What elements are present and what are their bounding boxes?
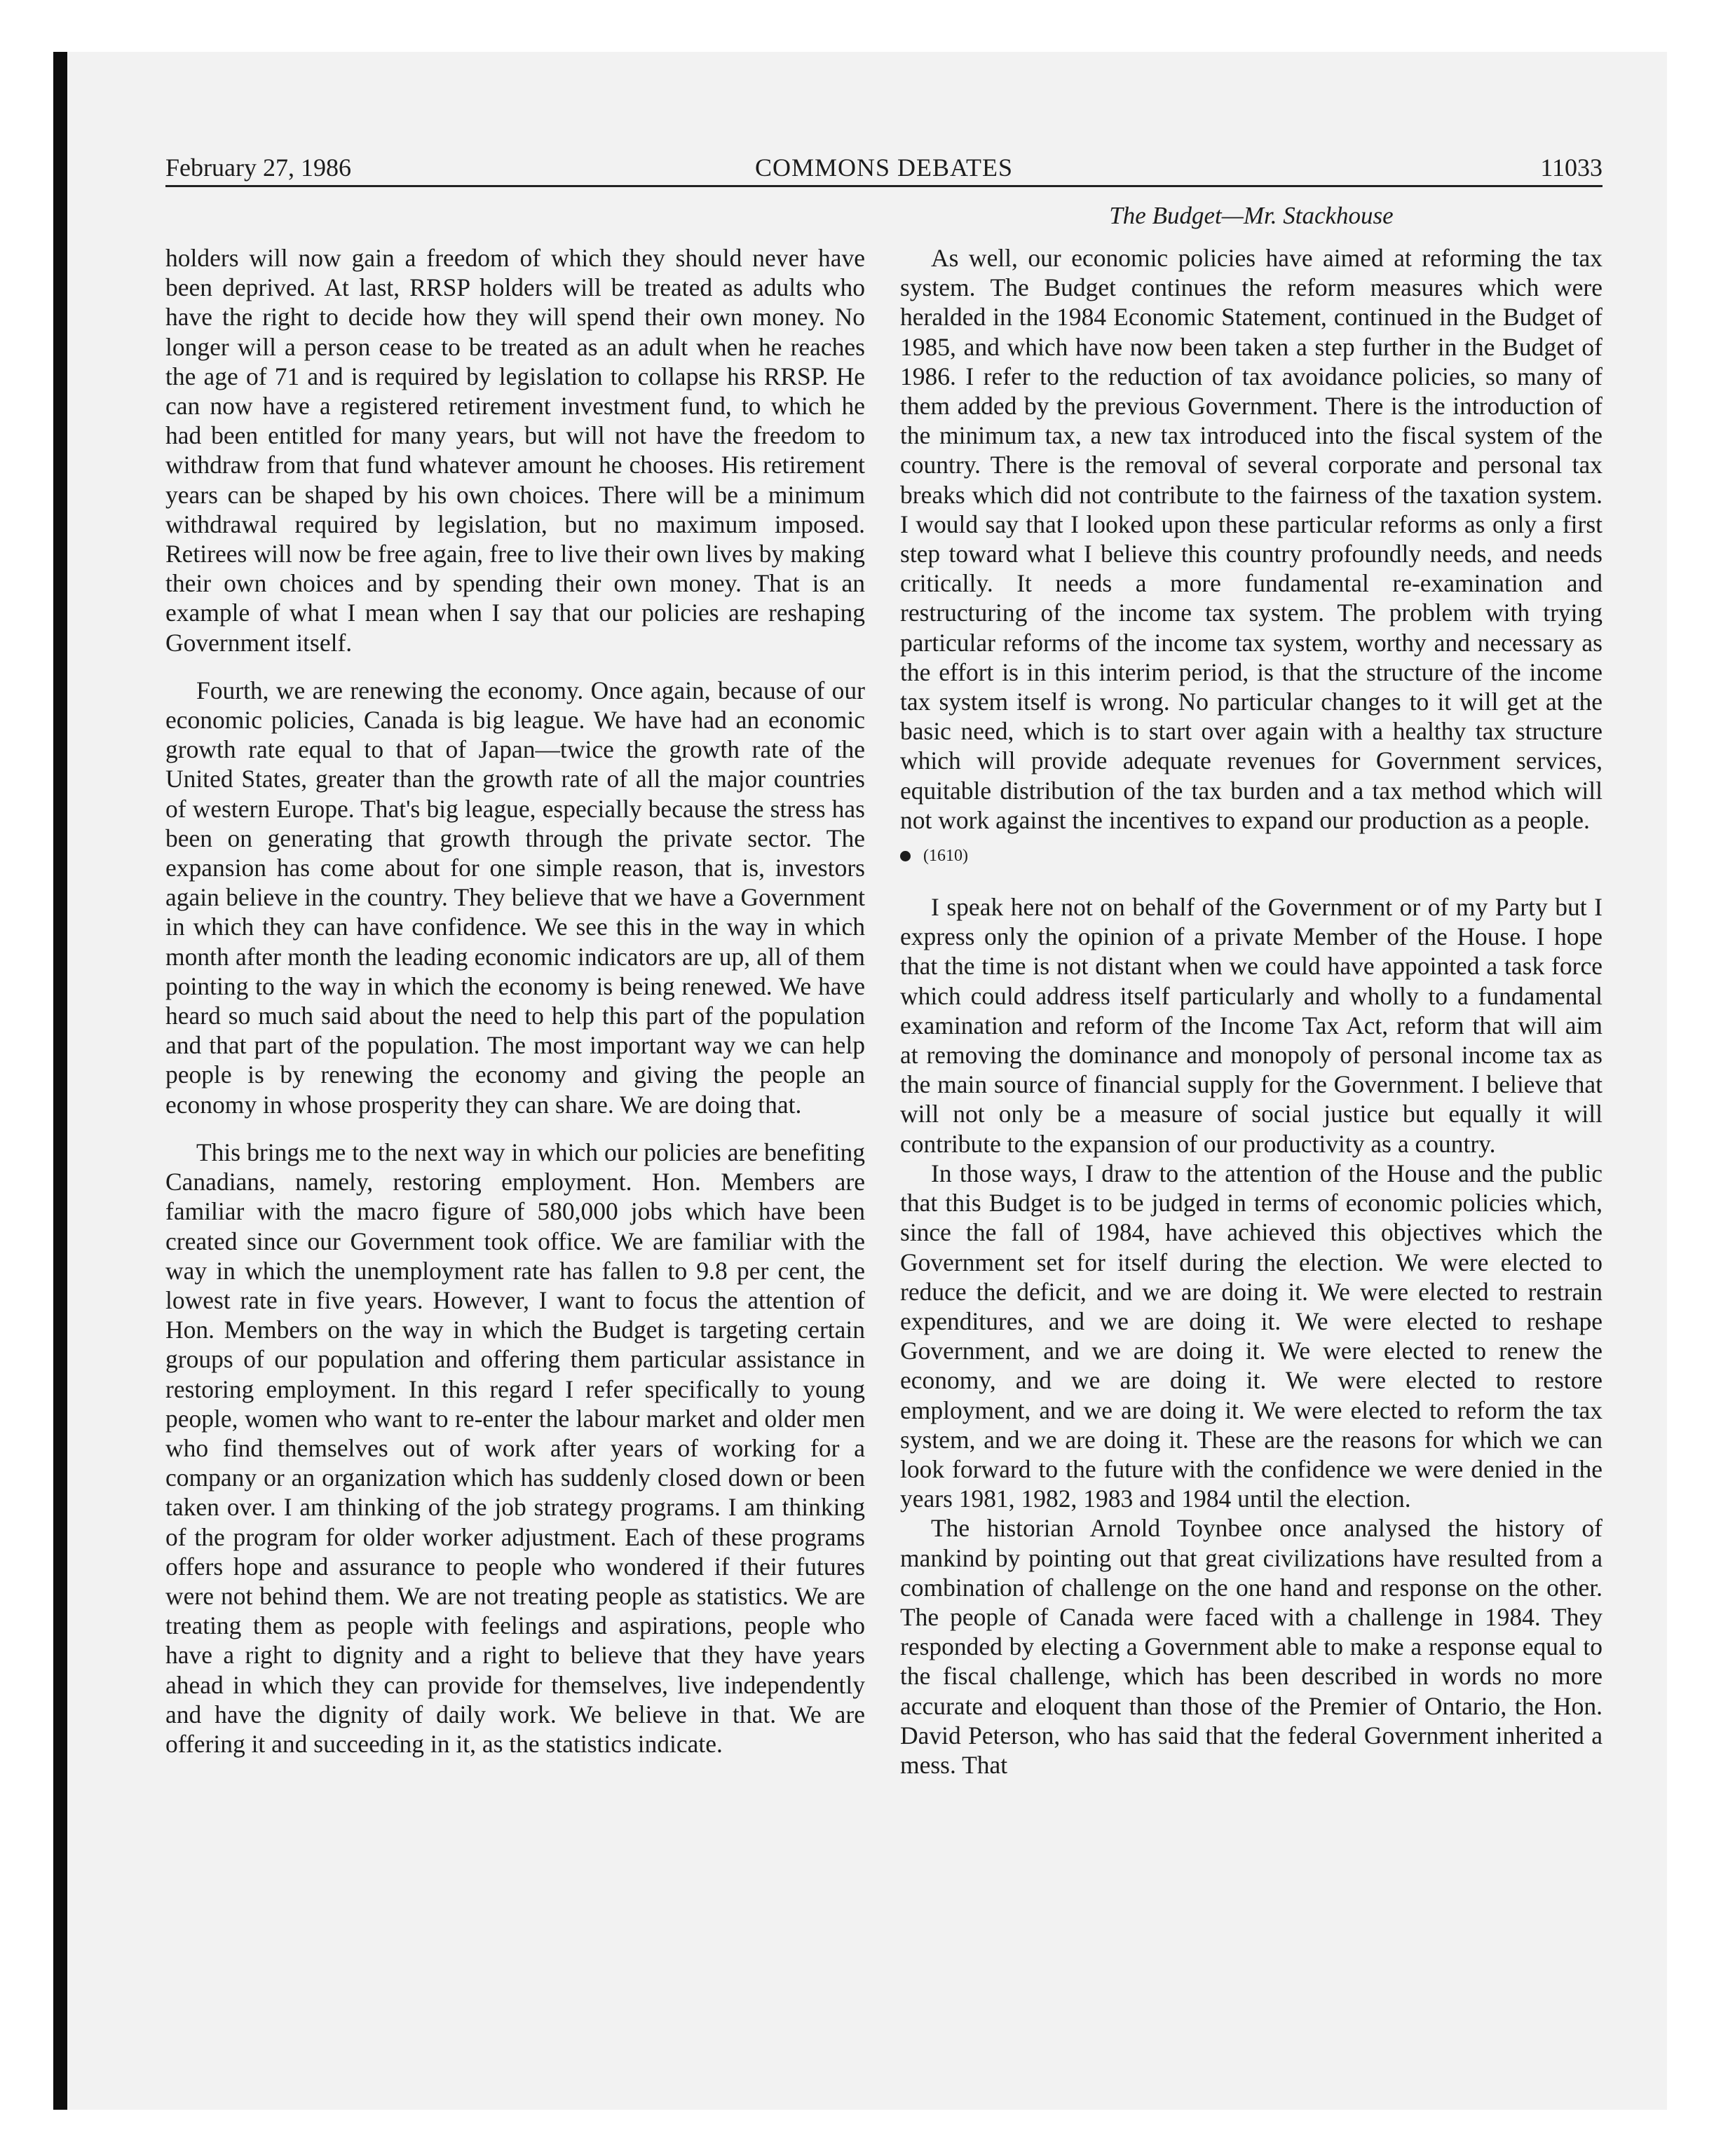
- running-head: [165, 150, 1603, 185]
- left-column: [165, 243, 865, 1759]
- time-marker: [900, 842, 1603, 870]
- paragraph: As well, our economic policies have aimed at reforming the tax system. The Budget continues the reform measures which were heralded in the 1984 Economic Statement, continued in the Budget of 1985, and which have now been taken a step further in the Budget of 1986. I refer to the reduction of tax avoidance policies, so many of them added by the previous Government. There is the introduction of the minimum tax, a new tax introduced into the fiscal system of the country. There is the removal of several corporate and personal tax breaks which did not contribute to the fairness of the taxation system. I would say that I looked upon these particular reforms as only a first step toward what I believe this country profoundly needs, and needs critically. It needs a more fundamental re-examination and restructuring of the income tax system. The problem with trying particular reforms of the income tax system, worthy and necessary as the effort is in this interim period, is that the structure of the income tax system itself is wrong. No particular changes to it will get at the basic need, which is to start over again with a healthy tax structure which will provide adequate revenues for Government services, equitable distribution of the tax burden and a tax method which will not work against the incentives to expand our production as a people.: [900, 244, 1603, 834]
- header-rule: [165, 185, 1603, 187]
- header-publication: COMMONS DEBATES: [754, 153, 1014, 182]
- paragraph: The historian Arnold Toynbee once analysed the history of mankind by pointing out that great civilizations have resulted from a combination of challenge on the one hand and response on the other. The people of Canada were faced with a challenge in 1984. They responded by electing a Government able to make a response equal to the fiscal challenge, which has been described in words no more accurate and eloquent than those of the Premier of Ontario, the Hon. David Peterson, who has said that the federal Government inherited a mess. That: [900, 1514, 1603, 1779]
- section-heading: The Budget—Mr. Stackhouse: [1109, 202, 1394, 229]
- header-date: February 27, 1986: [165, 153, 351, 182]
- paragraph: In those ways, I draw to the attention of the House and the public that this Budget is to be judged in terms of economic policies which, since the fall of 1984, have achieved this objectives which the Government set for itself during the election. We were elected to reduce the deficit, and we are doing it. We were elected to restrain expenditures, and we are doing it. We were elected to reshape Government, and we are doing it. We were elected to renew the economy, and we are doing it. We were elected to restore employment, and we are doing it. We were elected to reform the tax system, and we are doing it. These are the reasons for which we can look forward to the future with the confidence we were denied in the years 1981, 1982, 1983 and 1984 until the election.: [900, 1159, 1603, 1513]
- time-marker-label: (1610): [923, 847, 968, 866]
- paragraph: holders will now gain a freedom of which they should never have been deprived. At last, RRSP holders will be treated as adults who have the right to decide how they will spend their own money. No longer will a person cease to be treated as an adult when he reaches the age of 71 and is required by legislation to collapse his RRSP. He can now have a registered retirement investment fund, to which he had been entitled for many years, but will not have the freedom to withdraw from that fund whatever amount he chooses. His retirement years can be shaped by his own choices. There will be a minimum withdrawal required by legislation, but no maximum imposed. Retirees will now be free again, free to live their own lives by making their own choices and by spending their own money. That is an example of what I mean when I say that our policies are reshaping Government itself.: [165, 244, 865, 657]
- header-page-number: 11033: [1540, 153, 1603, 182]
- paragraph: Fourth, we are renewing the economy. Once again, because of our economic policies, Canada is big league. We have had an economic growth rate equal to that of Japan—twice the growth rate of the United States, greater than the growth rate of all the major countries of western Europe. That's big league, especially because the stress has been on generating that growth through the private sector. The expansion has come about for one simple reason, that is, investors again believe in the country. They believe that we have a Government in which they can have confidence. We see this in the way in which month after month the leading economic indicators are up, all of them pointing to the way in which the economy is being renewed. We have heard so much said about the need to help this part of the population and that part of the population. The most important way we can help people is by renewing the economy and giving the people an economy in whose prosperity they can share. We are doing that.: [165, 676, 865, 1119]
- paragraph: This brings me to the next way in which our policies are benefiting Canadians, namely, restoring employment. Hon. Members are familiar with the macro figure of 580,000 jobs which have been created since our Government took office. We are familiar with the way in which the unemployment rate has fallen to 9.8 per cent, the lowest rate in five years. However, I want to focus the attention of Hon. Members on the way in which the Budget is targeting certain groups of our population and offering them particular assistance in restoring employment. In this regard I refer specifically to young people, women who want to re-enter the labour market and older men who find themselves out of work after years of working for a company or an organization which has suddenly closed down or been taken over. I am thinking of the job strategy programs. I am thinking of the program for older worker adjustment. Each of these programs offers hope and assurance to people who wondered if their futures were not behind them. We are not treating people as statistics. We are treating them as people with feelings and aspirations, people who have a right to dignity and a right to believe that they have years ahead in which they can provide for themselves, live independently and have the dignity of daily work. We believe in that. We are offering it and succeeding in it, as the statistics indicate.: [165, 1138, 865, 1758]
- paragraph: I speak here not on behalf of the Government or of my Party but I express only the opinion of a private Member of the House. I hope that the time is not distant when we could have appointed a task force which could address itself particularly and wholly to a fundamental examination and reform of the Income Tax Act, reform that will aim at removing the dominance and monopoly of personal income tax as the main source of financial supply for the Government. I believe that will not only be a measure of social justice but equally it will contribute to the expansion of our productivity as a country.: [900, 893, 1603, 1158]
- scan-edge: [53, 52, 67, 2110]
- bullet-icon: [900, 851, 911, 861]
- right-column: [900, 243, 1603, 1780]
